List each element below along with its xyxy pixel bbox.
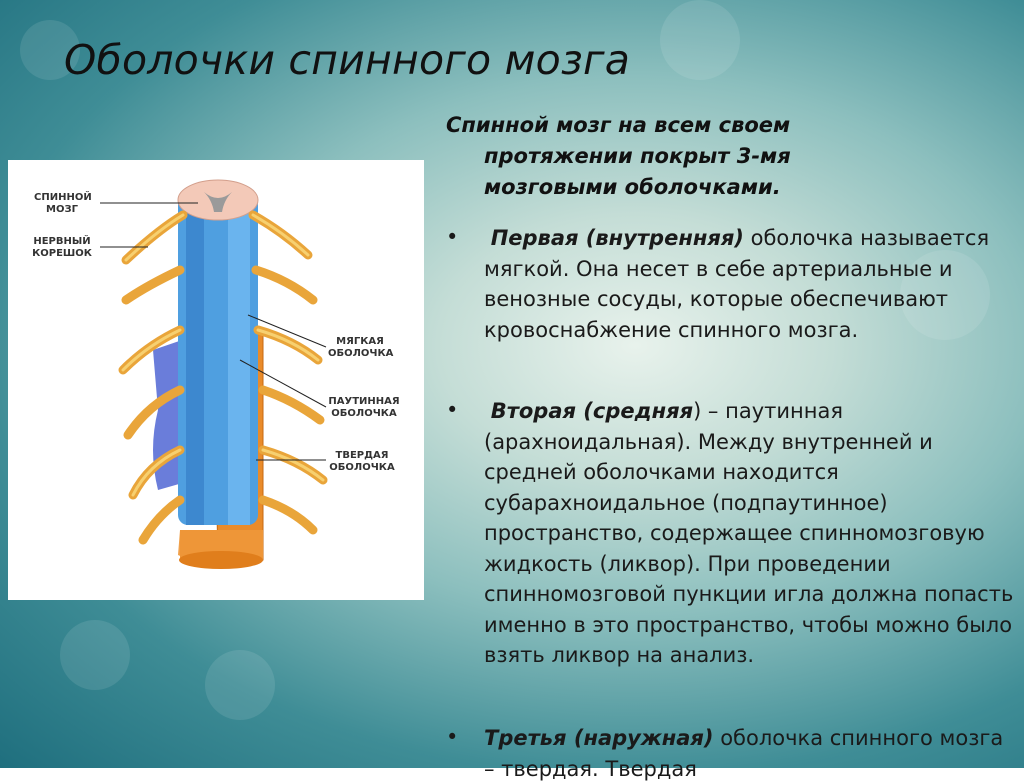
bullet-text [484, 223, 1014, 345]
label-pia-mater: МЯГКАЯ ОБОЛОЧКА [328, 336, 394, 359]
bullet-bold: Первая (внутренняя) [490, 226, 744, 250]
intro-line-2: протяжении покрыт 3-мя [484, 144, 791, 168]
bullet-body: оболочка называется мягкой. Она несет в себе артериальные и венозные сосуды, которые обеспечивают кровоснабжение спинного мозга. [484, 226, 990, 342]
label-dura-mater: ТВЕРДАЯ ОБОЛОЧКА [329, 450, 395, 473]
bullet-marker: • [446, 725, 459, 749]
bokeh-circle [60, 620, 130, 690]
intro-line-1: Спинной мозг на всем своем [446, 113, 791, 137]
slide-title: Оболочки спинного мозга [64, 36, 631, 84]
bullet-body: оболочка спинного мозга – твердая. Твердая [484, 726, 1004, 781]
bokeh-circle [660, 0, 740, 80]
bullet-body: ) – паутинная (арахноидальная). Между внутренней и средней оболочками находится субарахноидальное (подпаутинное) пространство, содержащее спинномозговую жидкость (ликвор). При проведении спинномозговой пункции игла должна попасть именно в это пространство, чтобы можно было взять ликвор на анализ. [484, 399, 1014, 667]
bullet-text [484, 396, 1014, 671]
spinal-cord-illustration [8, 160, 424, 600]
bullet-bold: Третья (наружная) [484, 726, 714, 750]
intro-text [446, 110, 866, 203]
label-spinal-cord: СПИННОЙ МОЗГ [34, 192, 92, 215]
bullet-text [484, 723, 1014, 784]
bullet-marker: • [446, 398, 459, 422]
bokeh-circle [205, 650, 275, 720]
intro-line-3: мозговыми оболочками. [484, 175, 781, 199]
label-arachnoid: ПАУТИННАЯ ОБОЛОЧКА [328, 396, 400, 419]
bullet-bold: Вторая (средняя [490, 399, 694, 423]
bullet-marker: • [446, 225, 459, 249]
spinal-cord-figure [8, 160, 424, 600]
label-nerve-root: НЕРВНЫЙ КОРЕШОК [32, 236, 92, 259]
